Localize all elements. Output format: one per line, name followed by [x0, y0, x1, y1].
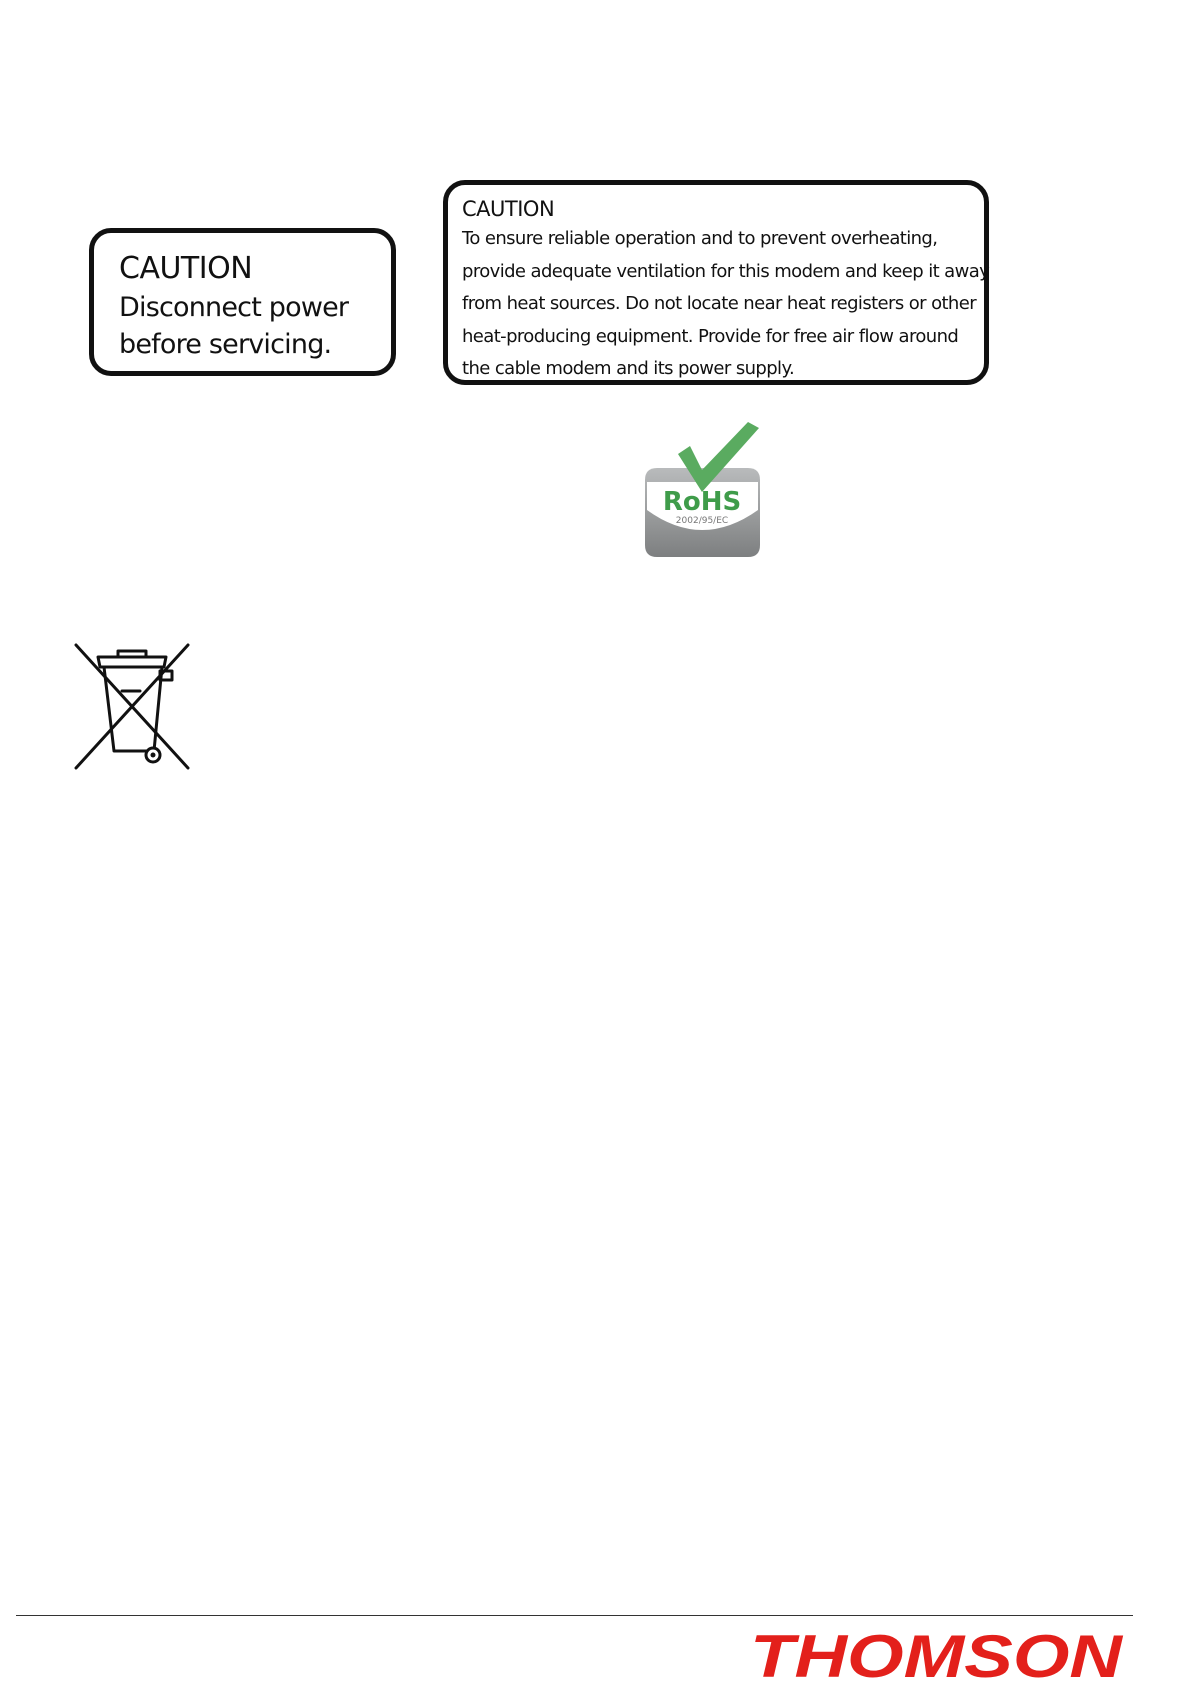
- caution-label-ventilation: [443, 180, 989, 385]
- rohs-label: RoHS: [662, 487, 742, 517]
- weee-bin-icon: [70, 643, 195, 773]
- rohs-directive: 2002/95/EC: [675, 516, 729, 526]
- caution-text-line: To ensure reliable operation and to prevent overheating,: [462, 228, 938, 249]
- caution-text-line: provide adequate ventilation for this modem and keep it away: [462, 260, 990, 282]
- thomson-logo: [748, 1620, 1126, 1684]
- caution-text-line: from heat sources. Do not locate near heat registers or other: [462, 293, 977, 314]
- caution-text-line: the cable modem and its power supply.: [462, 358, 795, 379]
- footer-divider: [16, 1615, 1133, 1616]
- caution-label-power: [89, 228, 396, 376]
- brand-wordmark: THOMSON: [750, 1623, 1125, 1684]
- caution-text-line: heat-producing equipment. Provide for free air flow around: [462, 325, 959, 347]
- caution-text-line: Disconnect power: [119, 292, 349, 323]
- caution-title: CAUTION: [119, 251, 253, 286]
- caution-title: CAUTION: [462, 197, 555, 221]
- caution-text-line: before servicing.: [119, 329, 332, 360]
- rohs-logo: [640, 420, 765, 562]
